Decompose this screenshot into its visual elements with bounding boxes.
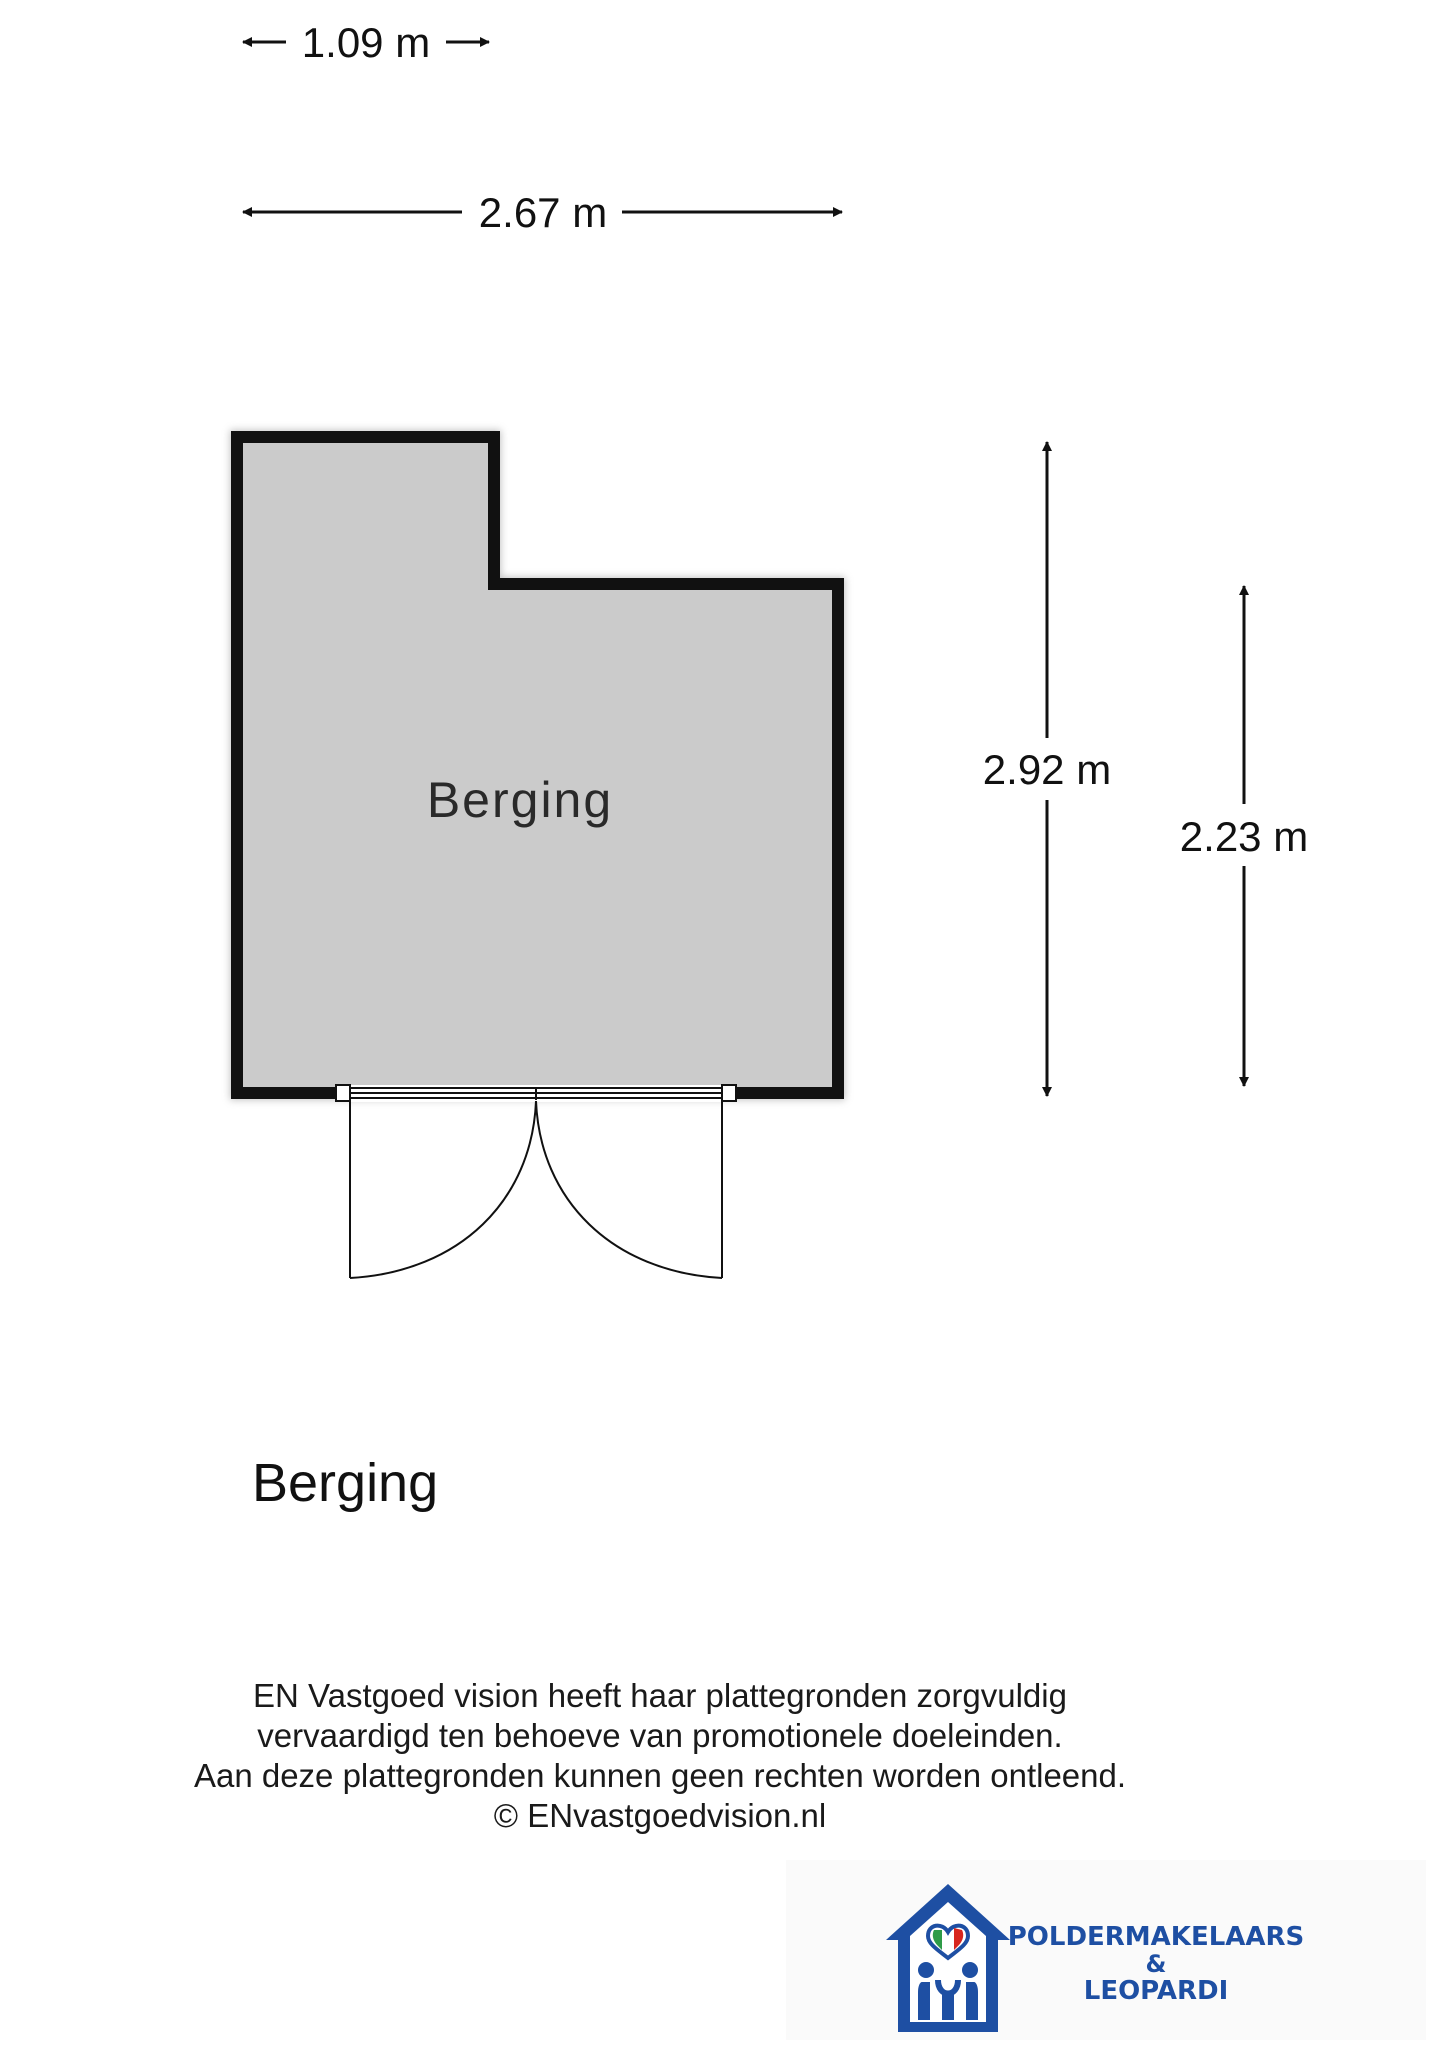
dimension-label-right-tall: 2.92 m (982, 746, 1112, 793)
house-heart-logo-icon (882, 1880, 1014, 2036)
room-label: Berging (426, 772, 614, 828)
disclaimer-line: EN Vastgoed vision heeft haar plattegronden zorgvuldig (253, 1677, 1067, 1714)
disclaimer-line: Aan deze plattegronden kunnen geen rechten worden ontleend. (193, 1757, 1127, 1794)
dimension-label-top-small: 1.09 m (301, 19, 431, 66)
logo-wordmark (1006, 1922, 1306, 2006)
dimension-right-short (1180, 586, 1308, 1086)
dimension-top-wide (243, 189, 842, 236)
copyright-line: © ENvastgoedvision.nl (493, 1797, 827, 1834)
company-logo (786, 1860, 1426, 2040)
floor-title: Berging (252, 1453, 439, 1513)
disclaimer-line: vervaardigd ten behoeve van promotionele doeleinden. (257, 1717, 1063, 1754)
room-berging-walls (237, 437, 838, 1093)
logo-line-3: LEOPARDI (1083, 1976, 1229, 2006)
logo-line-1: POLDERMAKELAARS (1007, 1922, 1305, 1952)
dimension-right-tall (983, 442, 1111, 1096)
dimension-label-right-short: 2.23 m (1179, 813, 1309, 860)
dimension-top-small (243, 19, 489, 66)
dimension-label-top-wide: 2.67 m (478, 189, 608, 236)
disclaimer (0, 1676, 1320, 1836)
logo-line-2: & (1145, 1950, 1167, 1978)
double-door (336, 1085, 736, 1278)
